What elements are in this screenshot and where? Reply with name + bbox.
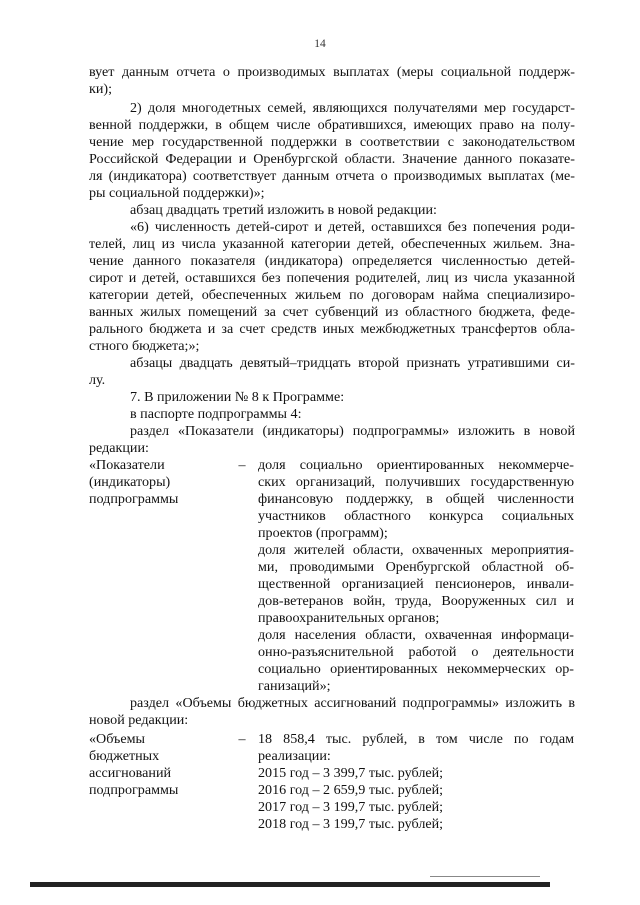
indicators-intro-line-2: редакции: <box>89 440 149 456</box>
budget-intro-line-1: раздел «Объемы бюджетных ассигнований подпрограммы» изложить в <box>130 695 575 711</box>
indicators-value-6: доля жителей области, охваченных мероприятия- <box>258 542 574 558</box>
item6-line-5: категории детей, обеспеченных жильем по договорам найма специализиро- <box>89 287 575 303</box>
item2-line-2: венной поддержки, в общем числе обратившихся, имеющих право на полу- <box>89 117 575 133</box>
indicators-value-1: доля социально ориентированных некоммерче- <box>258 457 574 473</box>
budget-year-2018: 2018 год – 3 199,7 тыс. рублей; <box>258 816 444 832</box>
indicators-value-9: дов-ветеранов войн, труда, Вооруженных сил и <box>258 593 574 609</box>
indicators-value-13: социально ориентированных некоммерческих ор- <box>258 661 574 677</box>
budget-intro-line-2: новой редакции: <box>89 712 189 728</box>
indicators-label-1: «Показатели <box>89 457 165 473</box>
indicators-value-14: ганизаций»; <box>258 678 331 694</box>
passport-line: в паспорте подпрограммы 4: <box>130 406 302 422</box>
indicators-label-3: подпрограммы <box>89 491 179 507</box>
item6-line-2: телей, лиц из числа указанной категории детей, обеспеченных жильем. Зна- <box>89 236 575 252</box>
budget-label-3: ассигнований <box>89 765 172 781</box>
item2-line-4: Российской Федерации и Оренбургской области. Значение данного показате- <box>89 151 575 167</box>
budget-label-2: бюджетных <box>89 748 160 764</box>
budget-year-2015: 2015 год – 3 399,7 тыс. рублей; <box>258 765 444 781</box>
indicators-value-10: правоохранительных органов; <box>258 610 440 626</box>
item2-line-6: ры социальной поддержки)»; <box>89 185 265 201</box>
budget-year-2016: 2016 год – 2 659,9 тыс. рублей; <box>258 782 444 798</box>
item6-line-3: чение данного показателя (индикатора) определяется численностью детей- <box>89 253 575 269</box>
indicators-value-3: финансовую поддержку, в общей численности <box>258 491 574 507</box>
item6-line-4: сирот и детей, оставшихся без попечения родителей, лиц из числа указанной <box>89 270 575 286</box>
item6-line-8: стного бюджета;»; <box>89 338 200 354</box>
indicators-value-5: проектов (программ); <box>258 525 388 541</box>
para23-line: абзац двадцать третий изложить в новой редакции: <box>130 202 437 218</box>
scan-line-bottom <box>30 882 550 887</box>
indicators-value-8: щественной организацией пенсионеров, инвали- <box>258 576 574 592</box>
item6-line-1: «6) численность детей-сирот и детей, оставшихся без попечения роди- <box>130 219 575 235</box>
indicators-value-2: ских организаций, получивших государственную <box>258 474 574 490</box>
item2-line-3: чение мер государственной поддержки в соответствии с законодательством <box>89 134 575 150</box>
indicators-value-12: онно-разъяснительной работой о деятельности <box>258 644 574 660</box>
intro-line-2: ки); <box>89 81 112 97</box>
item6-line-6: ванных жилых помещений за счет субвенций из областного бюджета, феде- <box>89 304 575 320</box>
indicators-value-4: участников областного конкурса социальных <box>258 508 574 524</box>
indicators-dash: – <box>238 457 246 473</box>
indicators-value-11: доля населения области, охваченная информаци- <box>258 627 574 643</box>
item6-line-7: рального бюджета и за счет средств иных межбюджетных трансфертов обла- <box>89 321 575 337</box>
budget-label-4: подпрограммы <box>89 782 179 798</box>
para29-line-1: абзацы двадцать девятый–тридцать второй признать утратившими си- <box>130 355 575 371</box>
budget-value-1: 18 858,4 тыс. рублей, в том числе по годам <box>258 731 574 747</box>
indicators-value-7: ми, проводимыми Оренбургской областной об- <box>258 559 574 575</box>
budget-year-2017: 2017 год – 3 199,7 тыс. рублей; <box>258 799 444 815</box>
budget-label-1: «Объемы <box>89 731 145 747</box>
scan-line-thin <box>430 876 540 877</box>
indicators-label-2: (индикаторы) <box>89 474 171 490</box>
item7-line: 7. В приложении № 8 к Программе: <box>130 389 345 405</box>
page-number: 14 <box>314 38 326 50</box>
item2-line-5: ля (индикатора) соответствует данным отчета о производимых выплатах (ме- <box>89 168 575 184</box>
indicators-intro-line-1: раздел «Показатели (индикаторы) подпрограммы» изложить в новой <box>130 423 575 439</box>
item2-line-1: 2) доля многодетных семей, являющихся получателями мер государст- <box>130 100 575 116</box>
intro-line-1: вует данным отчета о производимых выплатах (меры социальной поддерж- <box>89 64 575 80</box>
budget-value-2: реализации: <box>258 748 331 764</box>
budget-dash: – <box>238 731 246 747</box>
para29-line-2: лу. <box>89 372 106 388</box>
